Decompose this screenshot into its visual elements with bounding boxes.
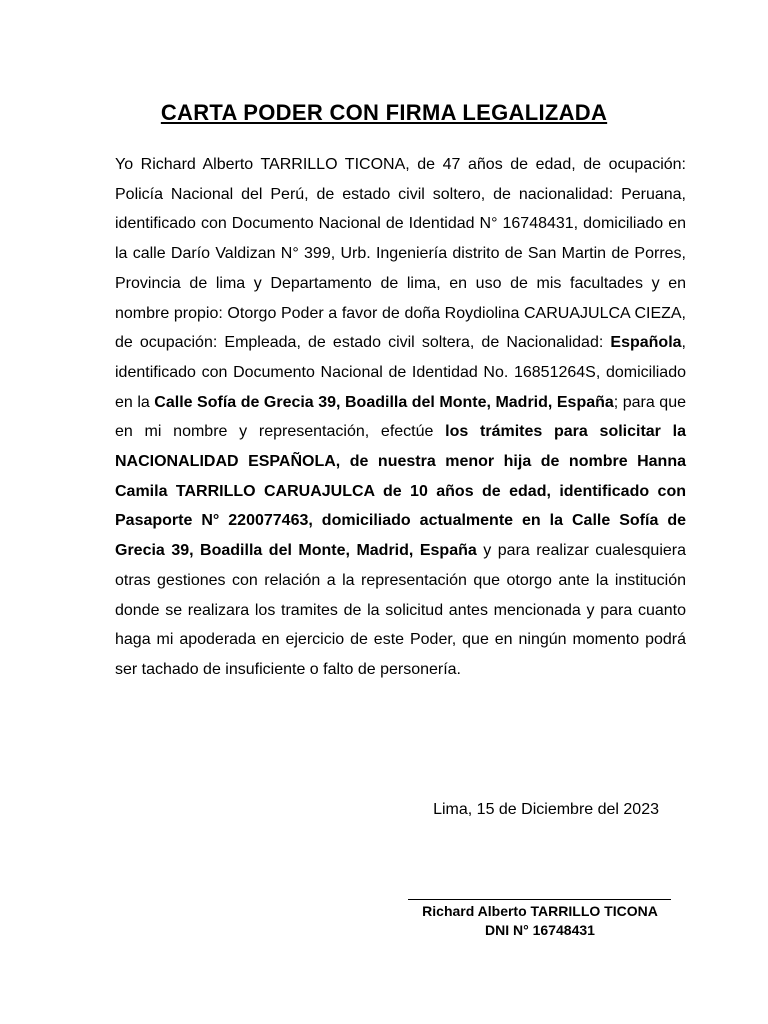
body-text-segment: y para realizar cualesquiera otras gestiones con relación a la representación que otorgo ante la institución donde se realizara los tramites de la solicitud antes mencionada y para cuanto haga mi apoderada en ejercicio de este Poder, que en ningún momento podrá ser tachado de insuficiente o falto de personería.	[115, 542, 686, 678]
signature-line	[408, 899, 671, 900]
document-title: CARTA PODER CON FIRMA LEGALIZADA	[160, 100, 608, 125]
signatory-name: Richard Alberto TARRILLO TICONA	[422, 903, 658, 919]
place-and-date: Lima, 15 de Diciembre del 2023	[433, 801, 659, 818]
body-text-segment-bold: los trámites para solicitar la NACIONALIDAD ESPAÑOLA, de nuestra menor hija de nombre Hanna Camila TARRILLO CARUAJULCA de 10 años de edad, identificado con Pasaporte N° 220077463, domiciliado actualmente en la Calle Sofía de Grecia 39, Boadilla del Monte, Madrid, España	[115, 423, 686, 560]
signatory-dni: DNI N° 16748431	[485, 922, 595, 938]
body-text-segment-bold: Española	[610, 334, 682, 352]
body-text-segment: ; para que en mi nombre y representación, efectúe	[115, 393, 687, 441]
body-text-segment-bold: Calle Sofía de Grecia 39, Boadilla del Monte, Madrid, España	[154, 393, 614, 411]
body-text-segment: , identificado con Documento Nacional de Identidad No. 16851264S, domiciliado en la	[115, 334, 686, 411]
body-text-segment: Yo Richard Alberto TARRILLO TICONA, de 47 años de edad, de ocupación: Policía Nacional del Perú, de estado civil soltero, de nacionalidad: Peruana, identificado con Documento Nacional de Identidad N° 16748431, domiciliado en la calle Darío Valdizan N° 399, Urb. Ingeniería distrito de San Martin de Porres, Provincia de lima y Departamento de lima, en uso de mis facultades y en nombre propio: Otorgo Poder a favor de doña Roydiolina CARUAJULCA CIEZA, de ocupación: Empleada, de estado civil soltera, de Nacionalidad:	[115, 156, 686, 352]
document-body	[115, 150, 686, 685]
